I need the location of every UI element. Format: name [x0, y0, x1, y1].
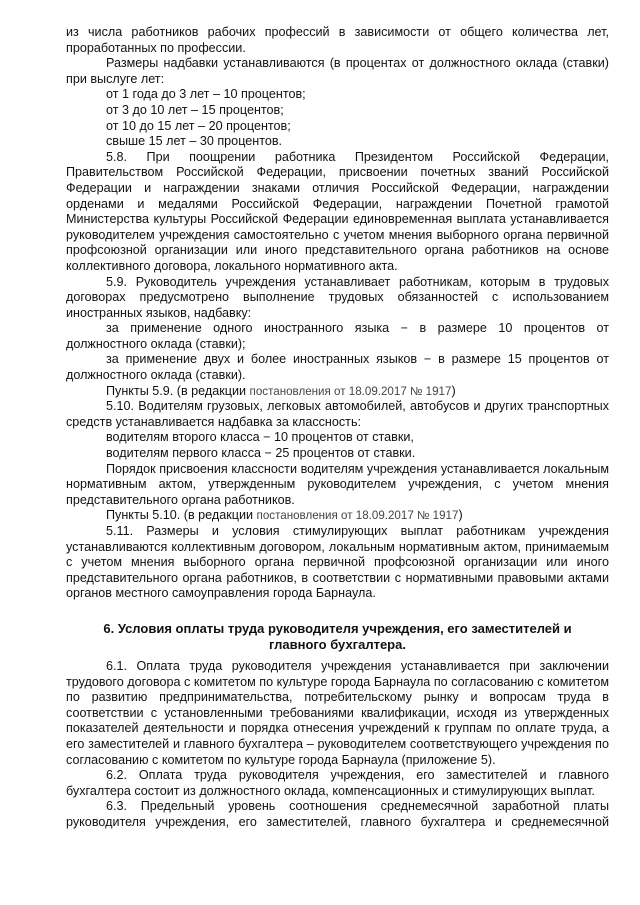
- amendment-note: [66, 508, 609, 524]
- amendment-label: Пункты 5.9. (в редакции: [106, 383, 247, 398]
- amendment-note: [66, 384, 609, 400]
- list-item: водителям первого класса − 25 процентов от ставки.: [106, 446, 416, 461]
- amendment-link[interactable]: постановления от 18.09.2017 № 1917: [256, 509, 459, 523]
- list-item: от 3 до 10 лет – 15 процентов;: [106, 102, 284, 117]
- amendment-close: ): [451, 383, 456, 398]
- paragraph-6-3: 6.3. Предельный уровень соотношения среднемесячной заработной платы руководителя учреждения, его заместителей, главного бухгалтера и среднемесячной: [66, 799, 609, 829]
- amendment-link[interactable]: постановления от 18.09.2017 № 1917: [249, 384, 452, 398]
- paragraph: за применение одного иностранного языка − в размере 10 процентов от должностного оклада (ставки);: [66, 321, 609, 351]
- list-item: свыше 15 лет – 30 процентов.: [106, 134, 283, 149]
- paragraph-6-2: 6.2. Оплата труда руководителя учреждения, его заместителей и главного бухгалтера состоит из должностного оклада, компенсационных и стимулирующих выплат.: [66, 768, 609, 798]
- paragraph: Порядок присвоения классности водителям учреждения устанавливается локальным нормативным актом, утвержденным руководителем учреждения, с учетом мнения представительного органа работников.: [66, 461, 609, 507]
- paragraph-5-11: 5.11. Размеры и условия стимулирующих выплат работникам учреждения устанавливаются коллективным договором, локальным нормативным актом, принимаемым с учетом мнения выборного органа первичной профсоюзной организации или иного представительного органа работников, в соответствии с нормативными правовыми актами органов местного самоуправления города Барнаула.: [66, 524, 609, 601]
- list-item: от 10 до 15 лет – 20 процентов;: [106, 118, 291, 133]
- amendment-close: ): [458, 508, 463, 523]
- paragraph: из числа работников рабочих профессий в зависимости от общего количества лет, проработанных по профессии.: [66, 25, 609, 55]
- list-item: водителям второго класса − 10 процентов от ставки,: [106, 430, 414, 445]
- paragraph: Размеры надбавки устанавливаются (в процентах от должностного оклада (ставки) при выслуге лет:: [66, 56, 609, 86]
- amendment-label: Пункты 5.10. (в редакции: [106, 508, 254, 523]
- document-page: [66, 25, 609, 831]
- paragraph: за применение двух и более иностранных языков − в размере 15 процентов от должностного оклада (ставки).: [66, 352, 609, 383]
- paragraph-5-8: 5.8. При поощрении работника Президентом Российской Федерации, Правительством Российской Федерации, присвоении почетных званий Российской Федерации и награждении знаками отличия Российской Федерации, награждении орденами и медалями Российской Федерации, награждении Почетной грамотой Министерства культуры Российской Федерации единовременная выплата устанавливается руководителем учреждения самостоятельно с учетом мнения выборного органа первичной профсоюзной организации или иного представительного органа работников на основе коллективного договора, локального нормативного акта.: [66, 149, 609, 273]
- paragraph-5-9: 5.9. Руководитель учреждения устанавливает работникам, которым в трудовых договорах предусмотрено выполнение трудовых обязанностей с использованием иностранных языков, надбавку:: [66, 274, 609, 320]
- paragraph-6-1: 6.1. Оплата труда руководителя учреждения устанавливается при заключении трудового договора с комитетом по культуре города Барнаула по согласованию с комитетом по развитию предпринимательства, потребительскому рынку и вопросам труда в соответствии с установленными требованиями квалификации, исходя из утвержденных показателей деятельности и порядка отнесения учреждений к группам по оплате труда, а его заместителей и главного бухгалтера – руководителем соответствующего учреждения по согласованию с комитетом по культуре города Барнаула (приложение 5).: [66, 658, 609, 767]
- section-heading: 6. Условия оплаты труда руководителя учреждения, его заместителей и главного бухгалтера.: [103, 620, 572, 652]
- list-item: от 1 года до 3 лет – 10 процентов;: [106, 87, 306, 102]
- paragraph-5-10: 5.10. Водителям грузовых, легковых автомобилей, автобусов и других транспортных средств устанавливается надбавка за классность:: [66, 399, 609, 429]
